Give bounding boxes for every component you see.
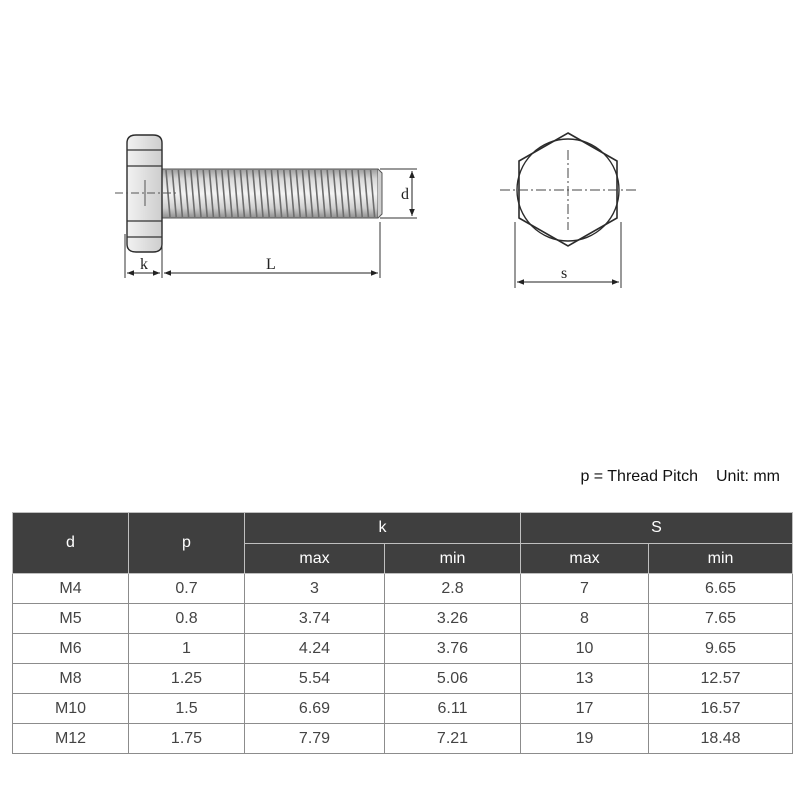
header-p: p xyxy=(129,513,245,574)
unit-note: Unit: mm xyxy=(716,468,780,485)
cell-d: M10 xyxy=(13,694,129,724)
table-row xyxy=(13,694,793,724)
cell-d: M6 xyxy=(13,634,129,664)
thread-pitch-note: p = Thread Pitch xyxy=(580,468,698,485)
dimension-label-d: d xyxy=(401,186,409,203)
cell-s-max: 8 xyxy=(521,604,649,634)
bolt-spec-table xyxy=(12,512,793,754)
dimension-label-L: L xyxy=(266,256,276,273)
bolt-end-view xyxy=(500,133,636,288)
cell-p: 0.7 xyxy=(129,574,245,604)
table-note xyxy=(580,468,780,486)
cell-s-min: 18.48 xyxy=(649,724,793,754)
cell-k-min: 2.8 xyxy=(385,574,521,604)
cell-p: 1 xyxy=(129,634,245,664)
cell-s-max: 10 xyxy=(521,634,649,664)
table-row xyxy=(13,664,793,694)
cell-k-max: 7.79 xyxy=(245,724,385,754)
cell-k-min: 6.11 xyxy=(385,694,521,724)
cell-k-min: 3.26 xyxy=(385,604,521,634)
dimension-label-k: k xyxy=(140,256,148,273)
cell-p: 1.75 xyxy=(129,724,245,754)
bolt-tip xyxy=(378,169,382,218)
cell-k-min: 3.76 xyxy=(385,634,521,664)
cell-s-min: 9.65 xyxy=(649,634,793,664)
cell-s-max: 17 xyxy=(521,694,649,724)
cell-s-max: 13 xyxy=(521,664,649,694)
cell-p: 0.8 xyxy=(129,604,245,634)
cell-s-max: 19 xyxy=(521,724,649,754)
cell-k-min: 5.06 xyxy=(385,664,521,694)
cell-s-min: 6.65 xyxy=(649,574,793,604)
cell-s-min: 16.57 xyxy=(649,694,793,724)
table-row xyxy=(13,574,793,604)
cell-d: M8 xyxy=(13,664,129,694)
cell-p: 1.5 xyxy=(129,694,245,724)
header-s-min: min xyxy=(649,544,793,574)
cell-s-max: 7 xyxy=(521,574,649,604)
cell-d: M5 xyxy=(13,604,129,634)
cell-s-min: 7.65 xyxy=(649,604,793,634)
cell-k-min: 7.21 xyxy=(385,724,521,754)
cell-k-max: 4.24 xyxy=(245,634,385,664)
cell-k-max: 6.69 xyxy=(245,694,385,724)
bolt-side-view xyxy=(115,135,417,278)
cell-s-min: 12.57 xyxy=(649,664,793,694)
cell-d: M12 xyxy=(13,724,129,754)
dimension-label-s: s xyxy=(561,265,568,282)
header-k-max: max xyxy=(245,544,385,574)
cell-d: M4 xyxy=(13,574,129,604)
cell-p: 1.25 xyxy=(129,664,245,694)
cell-k-max: 3 xyxy=(245,574,385,604)
table-row xyxy=(13,724,793,754)
table-row xyxy=(13,604,793,634)
header-k-min: min xyxy=(385,544,521,574)
header-s-max: max xyxy=(521,544,649,574)
header-s: S xyxy=(521,513,793,544)
cell-k-max: 3.74 xyxy=(245,604,385,634)
cell-k-max: 5.54 xyxy=(245,664,385,694)
header-k: k xyxy=(245,513,521,544)
table-row xyxy=(13,634,793,664)
header-d: d xyxy=(13,513,129,574)
bolt-drawing xyxy=(0,0,800,330)
